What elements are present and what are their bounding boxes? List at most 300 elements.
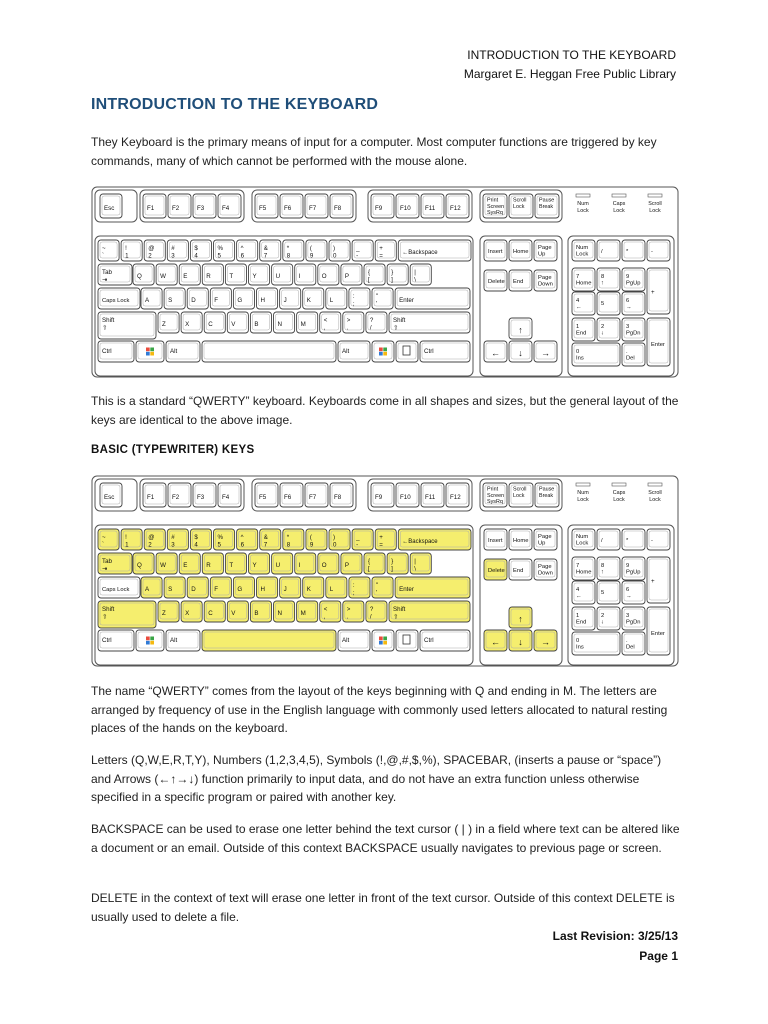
key-f10[interactable] <box>396 194 419 218</box>
key-numpad-r4-1[interactable] <box>597 318 620 341</box>
key-label: < <box>323 606 328 614</box>
header-library: Margaret E. Heggan Free Public Library <box>463 67 676 81</box>
key-i[interactable] <box>295 553 316 574</box>
key-scroll[interactable] <box>509 483 533 507</box>
key-nav-bot-1[interactable] <box>509 559 532 580</box>
key-label: Home <box>513 248 529 255</box>
key-label: 1 <box>125 541 129 549</box>
key-f11[interactable] <box>421 194 444 218</box>
key-y[interactable] <box>249 553 270 574</box>
key-nav-top-1[interactable] <box>509 240 532 261</box>
indicator-light <box>648 194 662 197</box>
key-numpad-r2-1[interactable] <box>597 268 620 291</box>
key-p[interactable] <box>341 553 362 574</box>
key-n[interactable] <box>274 601 295 622</box>
key-sym-q-2[interactable] <box>410 553 431 574</box>
key-g[interactable] <box>233 288 254 309</box>
key-label: ⇥ <box>102 565 108 573</box>
key-numpad-r3-0[interactable] <box>572 581 595 604</box>
key-label: ` <box>102 541 105 549</box>
key-numpad-r1-1[interactable] <box>597 240 620 261</box>
key-sym-a-0[interactable] <box>349 288 370 309</box>
key-num-8[interactable] <box>283 240 304 261</box>
key-label: 0 <box>333 252 337 260</box>
key-numpad-dot[interactable] <box>622 632 645 655</box>
key-e[interactable] <box>179 264 200 285</box>
key-esc[interactable] <box>100 194 122 218</box>
key-windows-right[interactable] <box>372 630 394 651</box>
key-label: 9 <box>309 541 314 549</box>
key-label: 1 <box>125 252 129 260</box>
key-label: E <box>183 562 188 570</box>
key-label: 8 <box>601 562 605 569</box>
key-numpad-r3-1[interactable] <box>597 581 620 604</box>
key-numpad-r1-3[interactable] <box>647 240 670 261</box>
key-num-3[interactable] <box>167 240 188 261</box>
key-label: F12 <box>450 494 461 502</box>
key-ctrl-left[interactable] <box>98 630 134 651</box>
key-label: : <box>352 293 355 301</box>
key-enter[interactable] <box>395 577 470 598</box>
key-i[interactable] <box>295 264 316 285</box>
key-f7[interactable] <box>305 194 328 218</box>
key-label: Del <box>626 644 635 651</box>
key-h[interactable] <box>257 577 278 598</box>
windows-logo-segment <box>150 352 154 356</box>
key-sym-z-0[interactable] <box>320 601 341 622</box>
key-f4[interactable] <box>218 194 241 218</box>
key-f4[interactable] <box>218 483 241 507</box>
key-k[interactable] <box>303 288 324 309</box>
key-sym-a-1[interactable] <box>372 577 393 598</box>
key-num-7[interactable] <box>260 240 281 261</box>
key-label: ⇧ <box>102 613 108 621</box>
key-label: _ <box>356 245 360 253</box>
key-a[interactable] <box>141 288 162 309</box>
key-arrow-left[interactable] <box>484 630 507 651</box>
key-label: 7 <box>576 562 580 569</box>
key-f3[interactable] <box>193 483 216 507</box>
key-label: PgUp <box>626 280 641 287</box>
key-alt-left[interactable] <box>166 630 200 651</box>
key-num-0[interactable] <box>98 240 119 261</box>
key-label: Pause <box>539 486 555 493</box>
key-caps-lock[interactable] <box>98 288 140 309</box>
key-label: Down <box>538 570 553 577</box>
key-alt-left[interactable] <box>166 341 200 362</box>
indicator-label: Lock <box>649 208 661 214</box>
key-label: ! <box>125 245 127 253</box>
key-spacebar[interactable] <box>202 341 336 362</box>
key-shift-right[interactable] <box>389 601 470 622</box>
key-f11[interactable] <box>421 483 444 507</box>
key-arrow-up[interactable] <box>509 607 532 628</box>
header-title: INTRODUCTION TO THE KEYBOARD <box>467 48 676 62</box>
key-windows-left[interactable] <box>136 630 164 651</box>
key-label: End <box>576 330 587 337</box>
key-label: 6 <box>240 541 245 549</box>
key-f12[interactable] <box>446 194 469 218</box>
key-sym-z-0[interactable] <box>320 312 341 333</box>
key-sym-a-0[interactable] <box>349 577 370 598</box>
key-numpad-r3-0[interactable] <box>572 292 595 315</box>
key-b[interactable] <box>250 601 271 622</box>
key-num-5[interactable] <box>214 529 235 550</box>
key-numpad-0[interactable] <box>572 632 620 655</box>
key-ctrl-right[interactable] <box>420 341 470 362</box>
key-nav-top-0[interactable] <box>484 529 507 550</box>
key-label: Enter <box>651 341 665 348</box>
key-label: End <box>513 567 524 574</box>
key-w[interactable] <box>156 264 177 285</box>
key-sym-q-0[interactable] <box>364 264 385 285</box>
key-label: 5 <box>601 589 605 596</box>
windows-logo-segment <box>150 641 154 645</box>
key-esc[interactable] <box>100 483 122 507</box>
key-backspace[interactable] <box>398 529 471 550</box>
key-f6[interactable] <box>280 483 303 507</box>
key-label: J <box>283 586 287 594</box>
key-s[interactable] <box>164 577 185 598</box>
key-backspace[interactable] <box>398 240 471 261</box>
windows-logo-segment <box>146 348 150 352</box>
key-label: V <box>231 610 236 618</box>
key-nav-bot-2[interactable] <box>534 270 557 291</box>
key-label: } <box>391 558 394 566</box>
key-print[interactable] <box>483 483 507 507</box>
key-numpad-r1-2[interactable] <box>622 529 645 550</box>
key-label: $ <box>194 534 198 542</box>
key-label: I <box>298 273 301 281</box>
key-num-6[interactable] <box>237 240 258 261</box>
key-arrow-right[interactable] <box>534 341 557 362</box>
key-alt-right[interactable] <box>338 341 370 362</box>
key-label: " <box>376 582 379 590</box>
key-label: L <box>329 586 334 594</box>
key-sym-z-1[interactable] <box>343 312 364 333</box>
key-label: Caps Lock <box>102 586 130 593</box>
key-shift-left[interactable] <box>98 601 156 628</box>
key-num-4[interactable] <box>190 240 211 261</box>
key-label: ' <box>376 589 378 597</box>
key-num-4[interactable] <box>190 529 211 550</box>
key-r[interactable] <box>202 553 223 574</box>
key-f7[interactable] <box>305 483 328 507</box>
key-f8[interactable] <box>330 483 353 507</box>
key-label: 0 <box>576 348 580 355</box>
key-nav-top-2[interactable] <box>534 529 557 550</box>
key-arrow-up[interactable] <box>509 318 532 339</box>
key-num-11[interactable] <box>352 529 373 550</box>
key-arrow-down[interactable] <box>509 630 532 651</box>
key-sym-z-2[interactable] <box>366 601 387 622</box>
key-t[interactable] <box>225 553 246 574</box>
key-sym-z-2[interactable] <box>366 312 387 333</box>
key-num-10[interactable] <box>329 529 350 550</box>
key-c[interactable] <box>204 312 225 333</box>
key-e[interactable] <box>179 553 200 574</box>
key-num-2[interactable] <box>144 529 165 550</box>
key-label: I <box>298 562 301 570</box>
key-shift-left[interactable] <box>98 312 156 339</box>
key-label: ⇧ <box>102 324 108 332</box>
key-ctrl-left[interactable] <box>98 341 134 362</box>
key-label: Lock <box>513 203 525 210</box>
key-p[interactable] <box>341 264 362 285</box>
key-numpad-r1-0[interactable] <box>572 240 595 261</box>
key-label: Q <box>137 562 142 570</box>
key-label: C <box>208 610 213 618</box>
key-m[interactable] <box>297 601 318 622</box>
key-nav-top-0[interactable] <box>484 240 507 261</box>
windows-logo-segment <box>379 637 383 641</box>
key-f2[interactable] <box>168 483 191 507</box>
key-q[interactable] <box>133 264 154 285</box>
key-h[interactable] <box>257 288 278 309</box>
key-a[interactable] <box>141 577 162 598</box>
key-label: Home <box>576 569 592 576</box>
key-o[interactable] <box>318 264 339 285</box>
key-label: F2 <box>172 494 180 502</box>
key-numpad-0[interactable] <box>572 343 620 366</box>
key-j[interactable] <box>280 577 301 598</box>
key-numpad-r1-1[interactable] <box>597 529 620 550</box>
key-n[interactable] <box>274 312 295 333</box>
indicator-label: Num <box>577 490 589 496</box>
key-label: PgDn <box>626 330 641 337</box>
key-num-5[interactable] <box>214 240 235 261</box>
key-arrow-right[interactable] <box>534 630 557 651</box>
key-nav-top-1[interactable] <box>509 529 532 550</box>
key-f5[interactable] <box>255 483 278 507</box>
key-b[interactable] <box>250 312 271 333</box>
key-label: ↓ <box>601 330 604 337</box>
key-label: 8 <box>286 252 291 260</box>
key-z[interactable] <box>158 312 179 333</box>
key-label: 8 <box>601 273 605 280</box>
key-num-6[interactable] <box>237 529 258 550</box>
key-menu[interactable] <box>396 630 418 651</box>
key-numpad-r3-2[interactable] <box>622 292 645 315</box>
key-w[interactable] <box>156 553 177 574</box>
key-label: + <box>651 578 655 586</box>
key-label: - <box>356 541 359 549</box>
key-f1[interactable] <box>143 483 166 507</box>
key-numpad-r4-2[interactable] <box>622 607 645 630</box>
key-numpad-r2-0[interactable] <box>572 268 595 291</box>
key-label: | <box>414 558 416 566</box>
key-numpad-r4-0[interactable] <box>572 607 595 630</box>
key-g[interactable] <box>233 577 254 598</box>
key-numpad-r2-1[interactable] <box>597 557 620 580</box>
key-num-10[interactable] <box>329 240 350 261</box>
key-label: + <box>379 245 383 253</box>
key-u[interactable] <box>272 553 293 574</box>
key-caps-lock[interactable] <box>98 577 140 598</box>
key-pause[interactable] <box>535 483 559 507</box>
key-l[interactable] <box>326 288 347 309</box>
key-label: Delete <box>488 567 505 574</box>
key-q[interactable] <box>133 553 154 574</box>
key-v[interactable] <box>227 601 248 622</box>
key-sym-q-1[interactable] <box>387 264 408 285</box>
key-r[interactable] <box>202 264 223 285</box>
key-num-3[interactable] <box>167 529 188 550</box>
indicator-label: Caps <box>612 201 626 207</box>
key-print[interactable] <box>483 194 507 218</box>
key-numpad-r1-3[interactable] <box>647 529 670 550</box>
key-num-1[interactable] <box>121 240 142 261</box>
key-x[interactable] <box>181 312 202 333</box>
key-t[interactable] <box>225 264 246 285</box>
key-label: W <box>160 273 166 281</box>
key-j[interactable] <box>280 288 301 309</box>
indicator-label: Lock <box>613 497 625 503</box>
key-numpad-r3-2[interactable] <box>622 581 645 604</box>
key-label: + <box>651 289 655 297</box>
key-x[interactable] <box>181 601 202 622</box>
key-numpad-plus[interactable] <box>647 557 670 603</box>
key-num-12[interactable] <box>375 529 396 550</box>
key-label: @ <box>148 534 155 542</box>
key-label: $ <box>194 245 198 253</box>
key-label: Pause <box>539 197 555 204</box>
key-num-7[interactable] <box>260 529 281 550</box>
key-c[interactable] <box>204 601 225 622</box>
key-num-9[interactable] <box>306 240 327 261</box>
key-label: Ins <box>576 355 584 362</box>
key-label: F <box>214 297 219 305</box>
key-nav-bot-1[interactable] <box>509 270 532 291</box>
key-numpad-enter[interactable] <box>647 607 670 655</box>
key-num-9[interactable] <box>306 529 327 550</box>
key-numpad-enter[interactable] <box>647 318 670 366</box>
key-d[interactable] <box>187 577 208 598</box>
key-z[interactable] <box>158 601 179 622</box>
key-f10[interactable] <box>396 483 419 507</box>
key-menu[interactable] <box>396 341 418 362</box>
key-f12[interactable] <box>446 483 469 507</box>
key-f2[interactable] <box>168 194 191 218</box>
key-f5[interactable] <box>255 194 278 218</box>
key-nav-bot-2[interactable] <box>534 559 557 580</box>
key-label: P <box>344 273 350 281</box>
key-numpad-r2-2[interactable] <box>622 557 645 580</box>
key-m[interactable] <box>297 312 318 333</box>
key-label: 2 <box>601 323 605 330</box>
key-label: F9 <box>375 494 383 502</box>
key-f8[interactable] <box>330 194 353 218</box>
key-label: , <box>323 324 326 332</box>
key-numpad-r4-2[interactable] <box>622 318 645 341</box>
key-label: D <box>191 297 196 305</box>
key-label: Alt <box>342 348 350 356</box>
key-s[interactable] <box>164 288 185 309</box>
key-windows-left[interactable] <box>136 341 164 362</box>
key-f9[interactable] <box>371 483 394 507</box>
key-numpad-r1-0[interactable] <box>572 529 595 550</box>
key-nav-bot-0[interactable] <box>484 559 507 580</box>
key-f[interactable] <box>210 288 231 309</box>
key-nav-bot-0[interactable] <box>484 270 507 291</box>
key-num-12[interactable] <box>375 240 396 261</box>
key-numpad-r1-2[interactable] <box>622 240 645 261</box>
key-f6[interactable] <box>280 194 303 218</box>
key-f3[interactable] <box>193 194 216 218</box>
key-pause[interactable] <box>535 194 559 218</box>
key-label: Y <box>252 562 257 570</box>
key-enter[interactable] <box>395 288 470 309</box>
key-num-1[interactable] <box>121 529 142 550</box>
key-v[interactable] <box>227 312 248 333</box>
key-l[interactable] <box>326 577 347 598</box>
key-label: Shift <box>102 606 115 614</box>
key-k[interactable] <box>303 577 324 598</box>
key-alt-right[interactable] <box>338 630 370 651</box>
key-label: L <box>329 297 334 305</box>
key-label: F4 <box>222 205 230 213</box>
key-sym-a-1[interactable] <box>372 288 393 309</box>
key-tab[interactable] <box>98 553 132 574</box>
key-arrow-down[interactable] <box>509 341 532 362</box>
key-sym-q-2[interactable] <box>410 264 431 285</box>
key-label: Break <box>539 492 554 499</box>
key-label: 2 <box>601 612 605 619</box>
key-f1[interactable] <box>143 194 166 218</box>
key-u[interactable] <box>272 264 293 285</box>
key-sym-z-1[interactable] <box>343 601 364 622</box>
key-o[interactable] <box>318 553 339 574</box>
key-windows-right[interactable] <box>372 341 394 362</box>
key-numpad-r2-2[interactable] <box>622 268 645 291</box>
windows-logo-segment <box>146 637 150 641</box>
key-label: ⇧ <box>393 613 399 621</box>
key-spacebar[interactable] <box>202 630 336 651</box>
key-label: > <box>346 317 351 325</box>
key-num-0[interactable] <box>98 529 119 550</box>
key-d[interactable] <box>187 288 208 309</box>
key-shift-right[interactable] <box>389 312 470 333</box>
key-num-11[interactable] <box>352 240 373 261</box>
key-numpad-r3-1[interactable] <box>597 292 620 315</box>
key-tab[interactable] <box>98 264 132 285</box>
key-label: 3 <box>171 252 175 260</box>
key-label: ' <box>376 300 378 308</box>
last-revision: Last Revision: 3/25/13 <box>552 929 678 943</box>
key-y[interactable] <box>249 264 270 285</box>
key-scroll[interactable] <box>509 194 533 218</box>
key-f[interactable] <box>210 577 231 598</box>
key-arrow-left[interactable] <box>484 341 507 362</box>
key-numpad-plus[interactable] <box>647 268 670 314</box>
key-num-2[interactable] <box>144 240 165 261</box>
key-label: 4 <box>194 252 198 260</box>
key-nav-top-2[interactable] <box>534 240 557 261</box>
key-sym-q-1[interactable] <box>387 553 408 574</box>
key-ctrl-right[interactable] <box>420 630 470 651</box>
key-numpad-r4-0[interactable] <box>572 318 595 341</box>
key-num-8[interactable] <box>283 529 304 550</box>
key-label: Q <box>137 273 142 281</box>
key-label: Num <box>576 533 589 540</box>
key-sym-q-0[interactable] <box>364 553 385 574</box>
key-numpad-r2-0[interactable] <box>572 557 595 580</box>
indicator-light <box>648 483 662 486</box>
key-f9[interactable] <box>371 194 394 218</box>
key-label: Caps Lock <box>102 297 130 304</box>
key-numpad-r4-1[interactable] <box>597 607 620 630</box>
key-numpad-dot[interactable] <box>622 343 645 366</box>
